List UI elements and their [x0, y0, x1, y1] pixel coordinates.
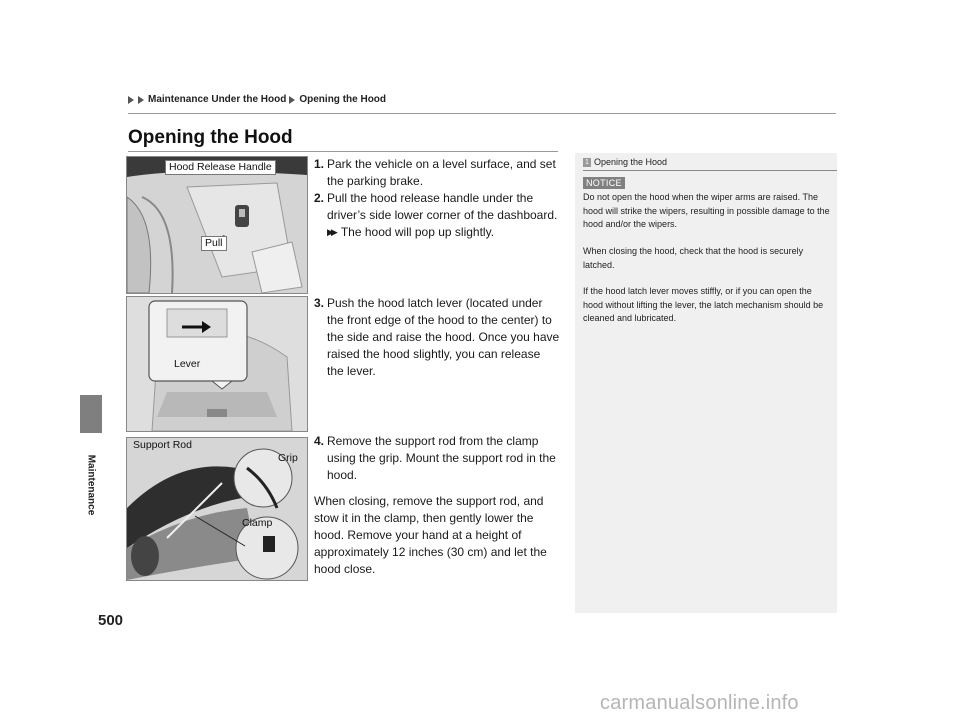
- notice-badge: NOTICE: [583, 177, 625, 189]
- watermark: carmanualsonline.info: [600, 692, 799, 714]
- double-arrow-icon: ▶▶: [327, 227, 335, 237]
- step-3: [314, 295, 560, 380]
- step-2: [314, 190, 560, 224]
- step-number: 2.: [314, 191, 325, 205]
- pull-label: Pull: [201, 236, 227, 251]
- lever-label: Lever: [174, 358, 201, 370]
- support-rod-label: Support Rod: [133, 439, 192, 451]
- notes-title: [583, 157, 667, 167]
- section-tab: [80, 395, 102, 433]
- hood-release-drawing: [127, 157, 307, 293]
- step-1: [314, 156, 560, 190]
- triangle-icon: [138, 96, 144, 104]
- clamp-label: Clamp: [242, 517, 273, 529]
- reference-icon: 1: [583, 158, 591, 167]
- breadcrumb-item: Opening the Hood: [299, 94, 387, 105]
- header-rule: [128, 113, 836, 114]
- triangle-icon: [289, 96, 295, 104]
- section-label: [80, 440, 102, 530]
- step-number: 1.: [314, 157, 325, 171]
- support-rod-illustration: [126, 437, 308, 581]
- steps-block-3: [314, 433, 560, 578]
- step-text: Push the hood latch lever (located under the front edge of the hood to the center) to the side and raise the hood. Once you have raised the hood slightly, you can release the lever.: [327, 296, 560, 378]
- steps-block-2: [314, 295, 560, 380]
- page-number: 500: [98, 612, 124, 629]
- step-text: Pull the hood release handle under the driver’s side lower corner of the dashboard.: [327, 191, 558, 222]
- step-number: 4.: [314, 434, 325, 448]
- lever-illustration: [126, 296, 308, 432]
- breadcrumb-item: Maintenance Under the Hood: [148, 94, 287, 105]
- notes-title-text: Opening the Hood: [594, 157, 668, 167]
- notes-rule: [583, 170, 837, 171]
- closing-paragraph: When closing, remove the support rod, and stow it in the clamp, then gently lower the hood. Remove your hand at a height of approximately 12 inches (30 cm) and let the hood close.: [314, 494, 547, 576]
- grip-label: Grip: [278, 452, 298, 464]
- lever-drawing: [127, 297, 307, 431]
- hood-release-handle-label: Hood Release Handle: [165, 160, 276, 175]
- triangle-icon: [128, 96, 134, 104]
- title-rule: [128, 151, 558, 152]
- hood-release-illustration: [126, 156, 308, 294]
- section-label-text: Maintenance: [85, 454, 97, 516]
- notes-paragraph: Do not open the hood when the wiper arms are raised. The hood will strike the wipers, resulting in possible damage to the hood and/or the wipers.: [583, 192, 830, 229]
- step-2-result: [314, 224, 560, 241]
- step-4: [314, 433, 560, 484]
- notes-paragraph: If the hood latch lever moves stiffly, or if you can open the hood without lifting the lever, the latch mechanism should be cleaned and lubricated.: [583, 286, 824, 323]
- steps-block-1: [314, 156, 560, 241]
- step-text: Park the vehicle on a level surface, and set the parking brake.: [327, 157, 556, 188]
- step-text: Remove the support rod from the clamp using the grip. Mount the support rod in the hood.: [327, 434, 556, 482]
- step-result-text: The hood will pop up slightly.: [340, 225, 495, 239]
- step-number: 3.: [314, 296, 325, 310]
- notes-paragraph: When closing the hood, check that the hood is securely latched.: [583, 246, 804, 270]
- breadcrumb: [128, 94, 386, 105]
- page-title: Opening the Hood: [128, 127, 293, 148]
